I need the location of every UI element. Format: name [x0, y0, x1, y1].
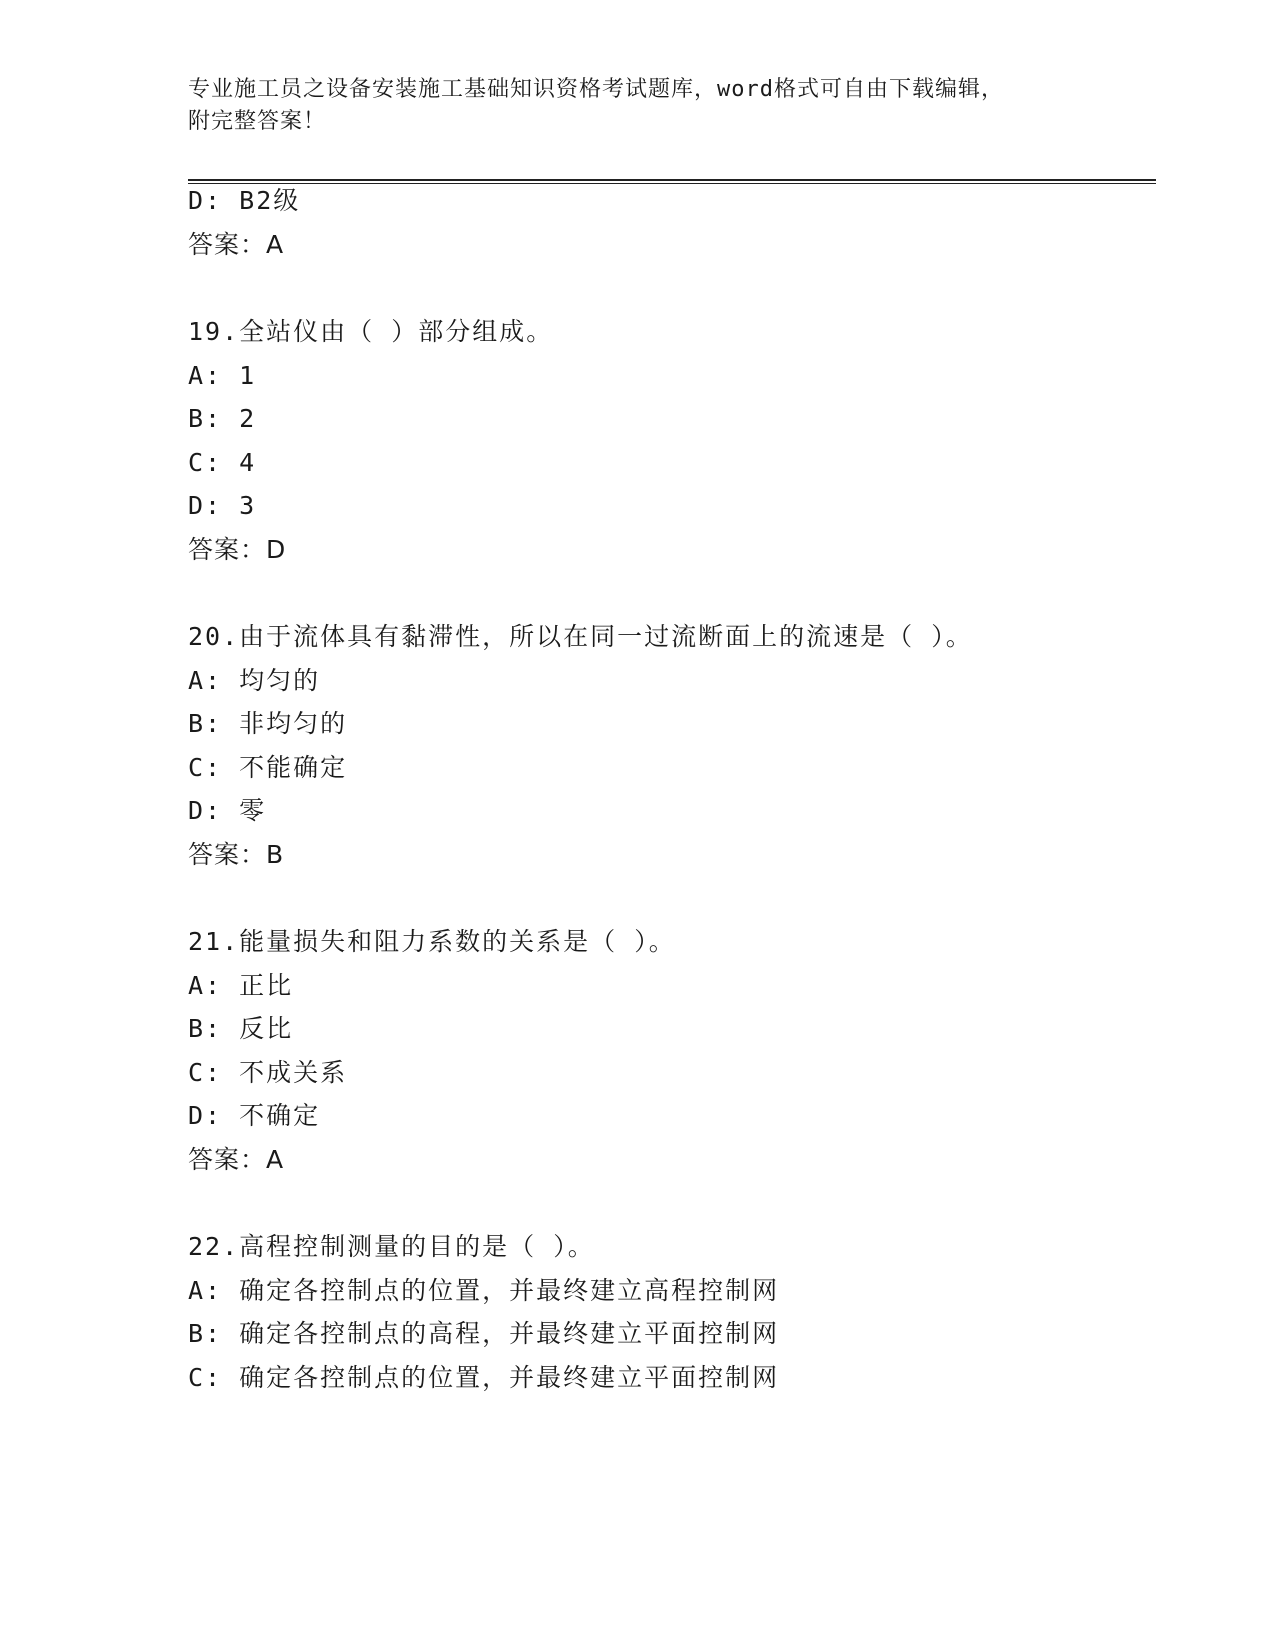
header-title-line-2: 附完整答案！ — [188, 109, 327, 134]
carryover-option-d: D: B2级 — [188, 186, 301, 215]
question-20-option-c: C: 不能确定 — [188, 753, 348, 782]
question-19-option-b: B: 2 — [188, 404, 257, 433]
question-21-option-a: A: 正比 — [188, 971, 294, 1000]
question-19-answer: 答案：D — [188, 535, 287, 564]
question-22-stem: 22.高程控制测量的目的是（ ）。 — [188, 1232, 595, 1261]
question-21-option-d: D: 不确定 — [188, 1101, 321, 1130]
question-22-option-b: B: 确定各控制点的高程，并最终建立平面控制网 — [188, 1319, 780, 1348]
question-22-option-a: A: 确定各控制点的位置，并最终建立高程控制网 — [188, 1276, 780, 1305]
question-21-option-c: C: 不成关系 — [188, 1058, 348, 1087]
header-divider — [188, 179, 1156, 184]
question-21-stem: 21.能量损失和阻力系数的关系是（ ）。 — [188, 927, 676, 956]
document-header — [188, 74, 1088, 138]
header-title-line-1: 专业施工员之设备安装施工基础知识资格考试题库，word格式可自由下载编辑， — [188, 77, 1004, 102]
question-20-stem: 20.由于流体具有黏滞性，所以在同一过流断面上的流速是（ ）。 — [188, 622, 973, 651]
question-20-option-a: A: 均匀的 — [188, 666, 321, 695]
question-21-option-b: B: 反比 — [188, 1014, 294, 1043]
question-19-option-c: C: 4 — [188, 448, 257, 477]
question-19-option-d: D: 3 — [188, 491, 257, 520]
question-22-option-c: C: 确定各控制点的位置，并最终建立平面控制网 — [188, 1363, 780, 1392]
question-21-answer: 答案：A — [188, 1145, 285, 1174]
question-20-option-b: B: 非均匀的 — [188, 709, 348, 738]
question-20-option-d: D: 零 — [188, 796, 267, 825]
question-19-stem: 19.全站仪由（ ）部分组成。 — [188, 317, 554, 346]
question-20-answer: 答案：B — [188, 840, 285, 869]
carryover-answer: 答案：A — [188, 230, 285, 259]
question-19-option-a: A: 1 — [188, 361, 257, 390]
